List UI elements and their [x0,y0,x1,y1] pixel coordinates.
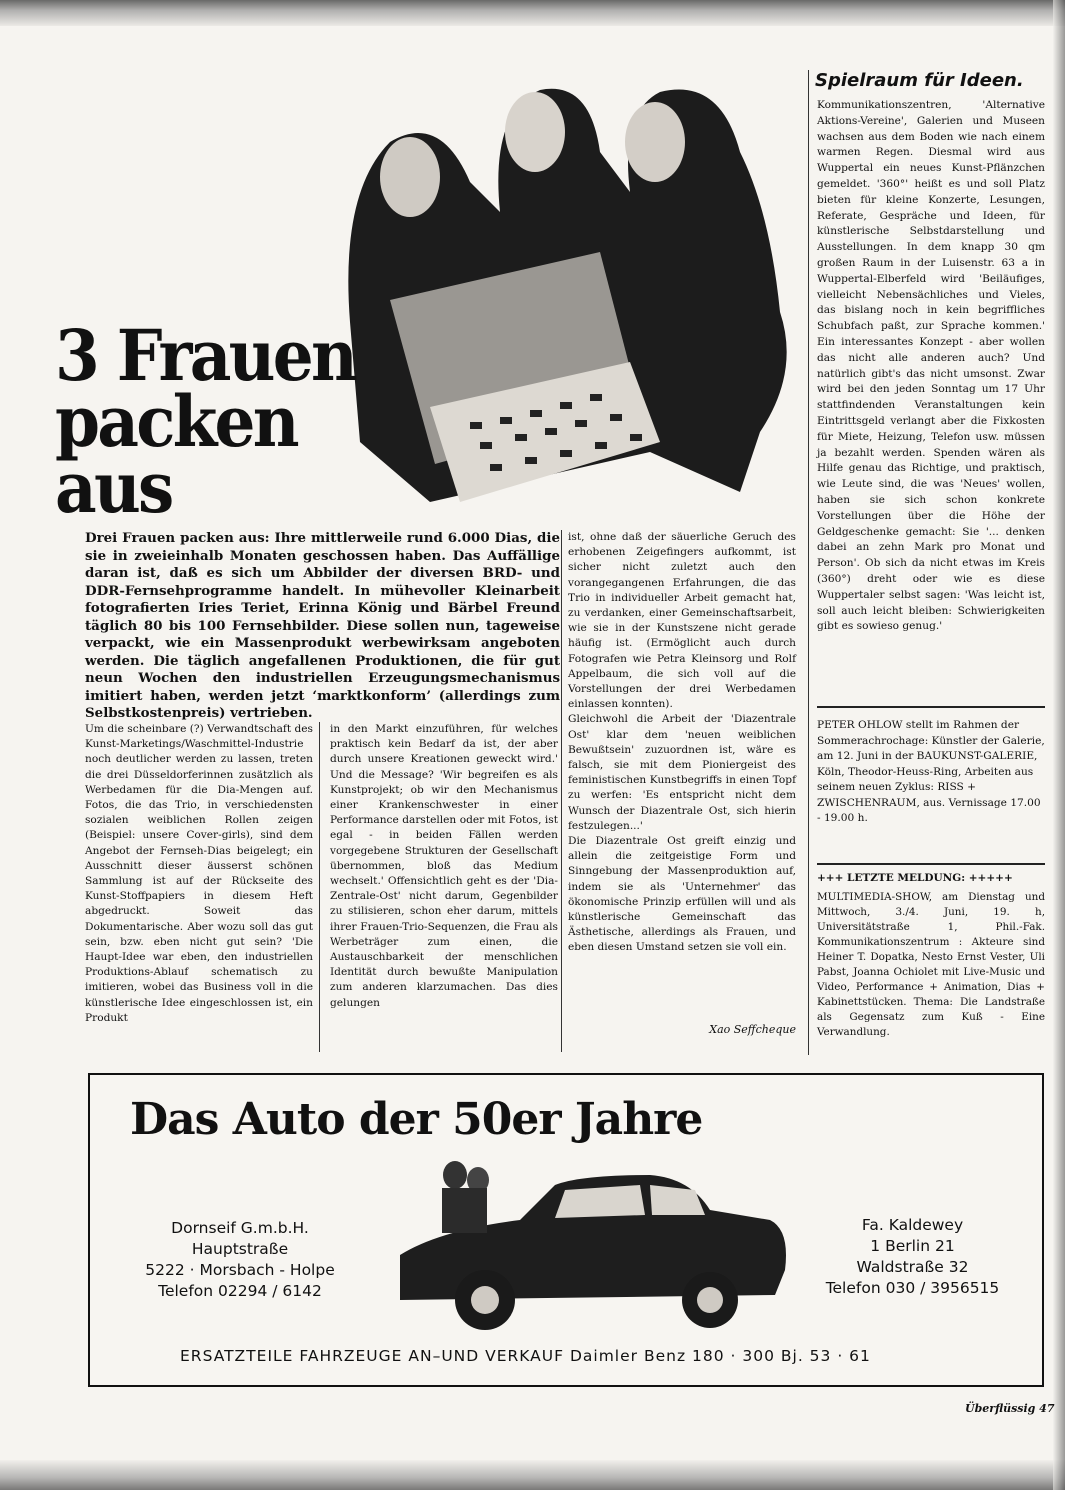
ad-footer: ERSATZTEILE FAHRZEUGE AN–UND VERKAUF Daimler Benz 180 · 300 Bj. 53 · 61 [180,1347,871,1365]
multimedia-notice: MULTIMEDIA-SHOW, am Dienstag und Mittwoch, 3./4. Juni, 19. h, Universitätstraße 1, Phil.-Fak. Kommunikationszentrum : Akteure sind Heiner T. Dopatka, Nesto Ernst Vester, Uli Pabst, Joanna Ochiolet mit Live-Music und Video, Performance + Animation, Dias + Kabinettstücken. Thema: Die Landstraße als Gegensatz zum Kuß - Eine Verwandlung. [817,891,1045,1038]
column-divider [561,530,562,1052]
ad-line: Hauptstraße [191,1240,289,1258]
page-folio: Überflüssig 47 [965,1402,1055,1415]
ad-line: 1 Berlin 21 [870,1237,955,1255]
headline [55,314,368,529]
photo-three-women-suitcase [330,72,800,510]
article-paragraph: ist, ohne daß der säuerliche Geruch des erhobenen Zeigefingers aufkommt, ist sicher nicht zuletzt auch den vorangegangenen Erfahrungen, die das Trio in individueller Arbeit gemacht hat, zu verdanken, einer Gemeinschaftsarbeit, wie sie in der Kunstszene nicht gerade häufig ist. (Ermöglicht auch durch Fotografen wie Petra Kleinsorg und Rolf Appelbaum, die sich voll auf die Vorstellungen der drei Werbedamen einlassen konnten). [568,531,796,711]
ad-line: Fa. Kaldewey [861,1216,964,1234]
scan-edge-right [1053,0,1065,1490]
car-illustration [380,1150,800,1335]
column-divider [808,70,809,1055]
ad-line: Waldstraße 32 [856,1258,969,1276]
article-lead: Drei Frauen packen aus: Ihre mittlerweile rund 6.000 Dias, die sie in zweieinhalb Monaten geschossen haben. Das Auffällige daran ist, daß es sich um Abbilder der diversen BRD- und DDR-Fernsehprogramme handelt. In mühevoller Kleinarbeit fotografierten Iries Teriet, Erinna König und Bärbel Freund täglich 80 bis 100 Fernsehbilder. Diese sollen nun, tageweise verpackt, wie ein Massenprodukt werbewirksam angeboten werden. Die täglich angefallenen Produktionen, die für gut neun Wochen den industriellen Erzeugungsmechanismus imitiert haben, werden jetzt ‘marktkonform’ (allerdings zum Selbstkostenpreis) vertrieben. [85,530,560,721]
sidebar-heading: Spielraum für Ideen. [815,70,1024,91]
headline-line-1: 3 Frauen [55,314,356,397]
article-column-1: Um die scheinbare (?) Verwandtschaft des Kunst-Marketings/Waschmittel-Industrie noch deutlicher werden zu lassen, treten die drei Düsseldorferinnen zusätzlich als Werbedamen für die Dia-Mengen auf. Fotos, die das Trio, in verschiedensten sozialen weiblichen Rollen zeigen (Beispiel: unsere Cover-girls), sind dem Angebot der Fernseh-Dias beigelegt; ein Ausschnitt dieser äusserst schönen Sammlung ist auf der Rückseite des Kunst-Stoffpapiers in diesem Heft abgedruckt. Soweit das Dokumentarische. Aber wozu soll das gut sein, bzw. eben nicht gut sein? 'Die Haupt-Idee war eben, den industriellen Produktions-Ablauf schematisch zu imitieren, wobei das Business voll in die künstlerische Idee eingeschlossen ist, ein Produkt [85,723,313,1024]
ad-title: Das Auto der 50er Jahre [130,1094,703,1145]
scan-edge-top [0,0,1065,26]
column-divider [319,722,320,1052]
ad-dealer-left [130,1218,350,1302]
article-paragraph: Gleichwohl die Arbeit der 'Diazentrale Ost' klar dem 'neuen weiblichen Bewußtsein' zuzuordnen ist, wäre es falsch, sie mit dem Pioniergeist des feministischen Kunstbegriffs in einen Topf zu werfen: 'Es entspricht nicht dem Wunsch der Diazentrale Ost, sich hierin festzulegen...' [568,713,796,832]
author-signature: Xao Seffcheque [709,1023,796,1036]
headline-line-2: packen aus [55,380,297,529]
scan-edge-bottom [0,1460,1065,1490]
ad-dealer-right [795,1215,1030,1299]
ad-line: 5222 · Morsbach - Holpe [145,1261,335,1279]
ad-line: Telefon 030 / 3956515 [825,1279,1000,1297]
ad-line: Telefon 02294 / 6142 [158,1282,322,1300]
divider [817,863,1045,865]
article-paragraph: Die Diazentrale Ost greift einzig und allein die zeitgeistige Form und Sinngebung der Massenproduktion auf, indem sie als 'Unternehmer' das ökonomische Prinzip erfüllen will und als künstlerische Gemeinschaft das Ästhetische, allerdings als Frauen, und eben diesen Umstand setzen sie voll ein. [568,835,796,954]
ad-line: Dornseif G.m.b.H. [171,1219,309,1237]
article-column-2: in den Markt einzuführen, für welches praktisch kein Bedarf da ist, der aber durch unsere Kreationen geweckt wird.' Und die Message? 'Wir begreifen es als Kunstprojekt; ob wir den Mechanismus einer Krankenschwester in einer Performance darstellen oder mit Fotos, ist egal - in beiden Fällen werden vorgegebene Strukturen der Gesellschaft übernommen, bloß das Medium wechselt.' Offensichtlich geht es der 'Dia-Zentrale-Ost' nicht darum, Gegenbilder zu stilisieren, schon eher darum, mittels ihrer Frauen-Trio-Sequenzen, die Frau als Werbeträger zum einen, die Austauschbarkeit der menschlichen Identität durch bewußte Manipulation zum anderen klarzumachen. Das dies gelungen [330,723,558,1009]
news-flash-label: +++ LETZTE MELDUNG: +++++ [817,872,1013,884]
sidebar-article: Kommunikationszentren, 'Alternative Aktions-Vereine', Galerien und Museen wachsen aus dem Boden wie nach einem warmen Regen. Diesmal wird aus Wuppertal ein neues Kunst-Pflänzchen gemeldet. '360°' heißt es und soll Platz bieten für kleine Konzerte, Lesungen, Referate, Gespräche und Ideen, für künstlerische Selbstdarstellung und Ausstellungen. In dem knapp 30 qm großen Raum in der Luisenstr. 63 a in Wuppertal-Elberfeld wird 'Beiläufiges, vielleicht Nebensächliches und Vieles, das bislang noch in kein begriffliches Schubfach paßt, zur Sprache kommen.' Ein interessantes Konzept - aber wollen das nicht alle anderen auch? Und natürlich gibt's das nicht umsonst. Zwar wird bei den jeden Sonntag um 17 Uhr stattfindenden Veranstaltungen kein Eintrittsgeld verlangt aber die Fixkosten für Miete, Heizung, Telefon usw. müssen ja bezahlt werden. Spenden wären als Hilfe genau das Richtige, und praktisch, wie Leute sind, die was 'Neues' wollen, haben sie sich schon konkrete Vorstellungen über die Höhe der Geldgeschenke gemacht: Sie '... denken dabei an zehn Mark pro Monat und Person'. Ob sich da nicht etwas im Kreis (360°) dreht oder wie es diese Wuppertaler selbst sagen: 'Was leicht ist, soll auch leicht bleiben: Schwierigkeiten gibt es sowieso genug.' [817,99,1045,633]
article-column-3 [568,530,796,956]
exhibition-notice: PETER OHLOW stellt im Rahmen der Sommerachrochage: Künstler der Galerie, am 12. Juni in der BAUKUNST-GALERIE, Köln, Theodor-Heuss-Ring, Arbeiten aus seinem neuen Zyklus: RISS + ZWISCHENRAUM, aus. Vernissage 17.00 - 19.00 h. [817,719,1045,824]
divider [817,706,1045,708]
